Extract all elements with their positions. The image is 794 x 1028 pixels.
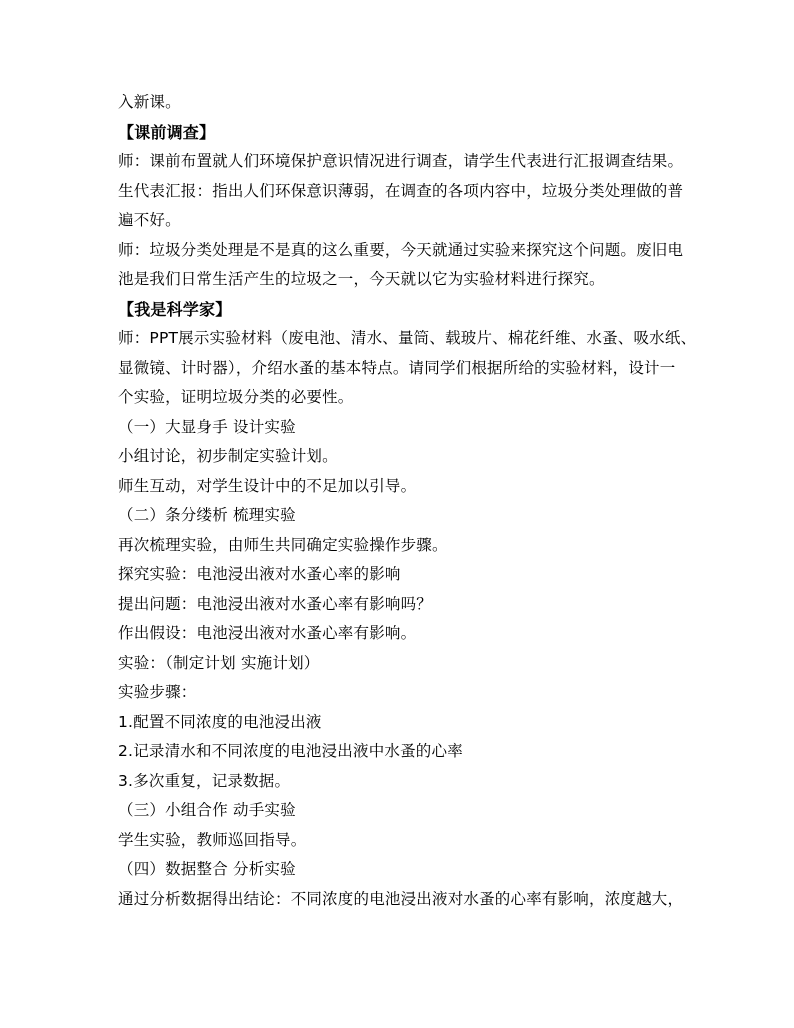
document-page <box>118 88 697 914</box>
text-line: 生代表汇报：指出人们环保意识薄弱，在调查的各项内容中，垃圾分类处理做的普 <box>118 181 684 200</box>
text-line: 遍不好。 <box>118 211 181 229</box>
section-heading-pre-class-survey: 【课前调查】 <box>118 122 216 142</box>
section-heading-i-am-scientist: 【我是科学家】 <box>118 299 232 319</box>
step-item: 2.记录清水和不同浓度的电池浸出液中水蚤的心率 <box>118 742 463 760</box>
text-line: 提出问题：电池浸出液对水蚤心率有影响吗？ <box>118 594 433 613</box>
text-line: 个实验，证明垃圾分类的必要性。 <box>118 388 354 406</box>
text-line: 入新课。 <box>118 93 181 111</box>
step-item: 3.多次重复，记录数据。 <box>118 771 291 790</box>
subsection-title: （二）条分缕析 梳理实验 <box>118 506 296 524</box>
text-line: 学生实验，教师巡回指导。 <box>118 830 307 849</box>
subsection-title: （三）小组合作 动手实验 <box>118 801 296 819</box>
subsection-title: （四）数据整合 分析实验 <box>118 860 296 878</box>
text-line: 实验：（制定计划 实施计划） <box>118 653 320 672</box>
text-line: 再次梳理实验，由师生共同确定实验操作步骤。 <box>118 535 448 554</box>
text-line: 探究实验：电池浸出液对水蚤心率的影响 <box>118 565 401 583</box>
text-line: 实验步骤： <box>118 683 197 701</box>
text-line: 小组讨论，初步制定实验计划。 <box>118 447 338 465</box>
text-line: 通过分析数据得出结论：不同浓度的电池浸出液对水蚤的心率有影响，浓度越大， <box>118 889 684 908</box>
text-line: 师：课前布置就人们环境保护意识情况进行调查，请学生代表进行汇报调查结果。 <box>118 152 684 170</box>
step-item: 1.配置不同浓度的电池浸出液 <box>118 712 322 731</box>
text-line: 显微镜、计时器），介绍水蚤的基本特点。请同学们根据所给的实验材料，设计一 <box>118 358 676 377</box>
text-line: 师：PPT展示实验材料（废电池、清水、量筒、载玻片、棉花纤维、水蚤、吸水纸、 <box>118 329 697 347</box>
subsection-title: （一）大显身手 设计实验 <box>118 417 296 436</box>
text-line: 师：垃圾分类处理是不是真的这么重要，今天就通过实验来探究这个问题。废旧电 <box>118 240 684 259</box>
text-line: 师生互动，对学生设计中的不足加以引导。 <box>118 476 417 495</box>
text-line: 作出假设：电池浸出液对水蚤心率有影响。 <box>118 624 417 642</box>
text-line: 池是我们日常生活产生的垃圾之一，今天就以它为实验材料进行探究。 <box>118 270 605 288</box>
